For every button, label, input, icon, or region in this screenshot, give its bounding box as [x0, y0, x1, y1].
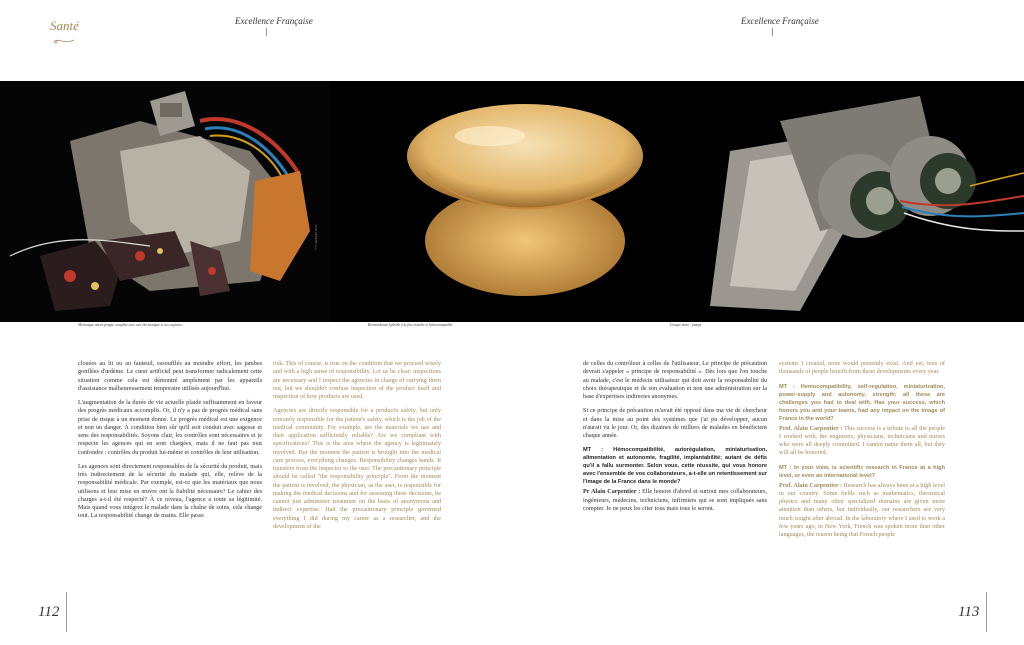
paragraph: systems I created, none would presently exist. And yet, tens of thousands of people benefit from these developments every year. — [779, 360, 945, 376]
interview-question: MT : Hémocompatibilité, autorégulation, miniaturisation, alimentation et autonomie, fragilité, implantabilité; autant de défis qu'il a fallu surmonter. Selon vous, cette réussite, qui vous honore avec l'ensemble de vos collaborateurs, a-t-elle un retentissement sur l'image de la France dans le monde? — [583, 447, 767, 486]
paragraph: de celles du contrôleur à celles de l'utilisateur. Le principe de précaution devrait s'appeler « principe de responsabilité ». Dès lors que l'on touche au malade, c'est le médecin utilisateur qui doit avoir la responsabilité du choix thérapeutique et de son évaluation et non une administration sur la base d'expertises indirectes anonymes. — [583, 360, 767, 400]
caption-middle: Biomembrane hybride à la fois étanche et hémocompatible — [368, 323, 453, 327]
photo-micro-pump — [0, 81, 330, 322]
caption-right: Groupe moto - pompe — [670, 323, 702, 327]
article-column-4 — [779, 360, 945, 545]
interview-answer — [779, 425, 945, 458]
interview-answer — [583, 488, 767, 513]
page-number-rule-left — [66, 592, 67, 632]
interview-question: MT : In your view, is scientific research in France at a high level, or even an international level? — [779, 464, 945, 479]
paragraph: L'augmentation de la durée de vie actuelle plaide suffisamment en faveur des progrès médicaux accomplis. Or, il n'y a pas de progrès médical sans prise de risque à un moment donné. Le progrès médical est une exigence et non un danger. À condition bien sûr qu'il soit conduit avec sagesse et sens des responsabilités. Soyons clair, les contrôles sont nécessaires et je respecte les agences qui en sont chargées, mais il ne faut pas tout confondre : contrôles du produit lui-même et contrôles de leur utilisation. — [78, 399, 262, 456]
flourish-ornament-icon — [52, 36, 76, 46]
section-label: Santé — [50, 18, 79, 33]
running-header-left: Excellence Française — [235, 16, 313, 26]
paragraph: Si ce principe de précaution m'avait été opposé dans ma vie de chercheur et dans la mise au point des systèmes que j'ai pu développer, aucun n'aurait vu le jour. Or, des dizaines de milliers de malades en bénéficient chaque année. — [583, 407, 767, 439]
answer-speaker: Prof. Alain Carpentier : — [779, 481, 843, 489]
answer-speaker: Pr Alain Carpentier : — [583, 488, 641, 496]
page-number-right: 113 — [958, 604, 980, 620]
answer-text: Elle honore d'abord et surtout mes collaborateurs, ingénieurs, médecins, techniciens, infirmiers qui se sont impliqués sans compter. Je ne peux les citer tous mais tous le seront. — [583, 488, 768, 512]
paragraph: Agencies are directly responsible for a product's safety, but only remotely responsible for the patient's safety, which is the job of the medical community. For example, are the materials we use and their application sufficiently reliable? Are we compliant with specifications? This is the area where the agency is legitimately involved. But the moment the patient is brought into the medical care process, everything changes. Responsibility changes hands. It transfers from the inspector to the user. The precautionary principle should be called "the responsibility principle". From the moment the patient is involved, the physician, as the user, is responsible for making the medical decisions and for assessing these decisions, he cannot just administer treatment on the basis of anonymous and indirect expertise. Had the precautionary principle governed everything I did during my career as a researcher, and the development of the — [273, 407, 441, 530]
answer-text: Research has always been at a high level in our country. Some fields such as mathematics, theoretical physics and many other specialized domains are given more attention than others, but individually, our researchers are very much sought after abroad. In the laboratory where I used to work a few years ago, in New York, French was spoken more than other languages, the reason being that French people — [779, 481, 945, 538]
article-column-1 — [78, 360, 262, 527]
answer-speaker: Prof. Alain Carpentier : — [779, 424, 843, 432]
page-number-rule-right — [986, 592, 987, 632]
photo-motor-pump — [690, 81, 1024, 322]
paragraph: clouées au lit ou au fauteuil, essoufflés au moindre effort, les jambes gonflées d'œdème. Le cœur artificiel peut transformer radicalement cette situation comme cela est démontré amplement par les appareils d'assistance malheureusement temporaire utilisés aujourd'hui. — [78, 360, 262, 392]
interview-answer — [779, 482, 945, 540]
photo-credit: © CARMAT 2011 — [314, 224, 318, 250]
answer-text: This success is a tribute to all the people I worked with, the engineers, physicians, technicians and nurses who were all deeply committed. I cannot name them all, but they will all be honored. — [779, 424, 945, 457]
interview-question: MT : Hemocompatibility, self-regulation, miniaturization, power-supply and autonomy, strength; all these are challenges you had to deal with. Has your success, which honors you and your teams, had any impact on the image of France in the world? — [779, 383, 945, 422]
article-column-3 — [583, 360, 767, 519]
photo-biomembrane — [330, 81, 690, 322]
header-tick-left — [266, 28, 267, 36]
article-column-2 — [273, 360, 441, 537]
caption-left: Mécanique micro-pompe complète avec son électronique et ses capteurs. — [78, 323, 183, 327]
paragraph: Les agences sont directement responsables de la sécurité du produit, mais très indirectement de la sécurité du malade qui, elle, relève de la responsabilité médicale. Par exemple, est-ce que les matériaux que nous utilisons et leur mise en œuvre ont la fiabilité nécessaire? Le cahier des charges a-t-il été respecté? À ce niveau, l'agence a toute sa légitimité. Mais quand vous intégrez le malade dans la chaîne de soins, cela change tout. La responsabilité change de mains. Elle passe — [78, 462, 262, 520]
paragraph: risk. This of course, is true on the condition that we proceed wisely and with a high sense of responsibility. Let us be clear: inspections are necessary and I respect the agencies in charge of carrying them out, but we shouldn't confuse inspection of the product itself and inspection of how products are used. — [273, 360, 441, 400]
page-number-left: 112 — [38, 604, 60, 620]
header-tick-right — [772, 28, 773, 36]
photo-band — [0, 81, 1024, 322]
running-header-right: Excellence Française — [741, 16, 819, 26]
